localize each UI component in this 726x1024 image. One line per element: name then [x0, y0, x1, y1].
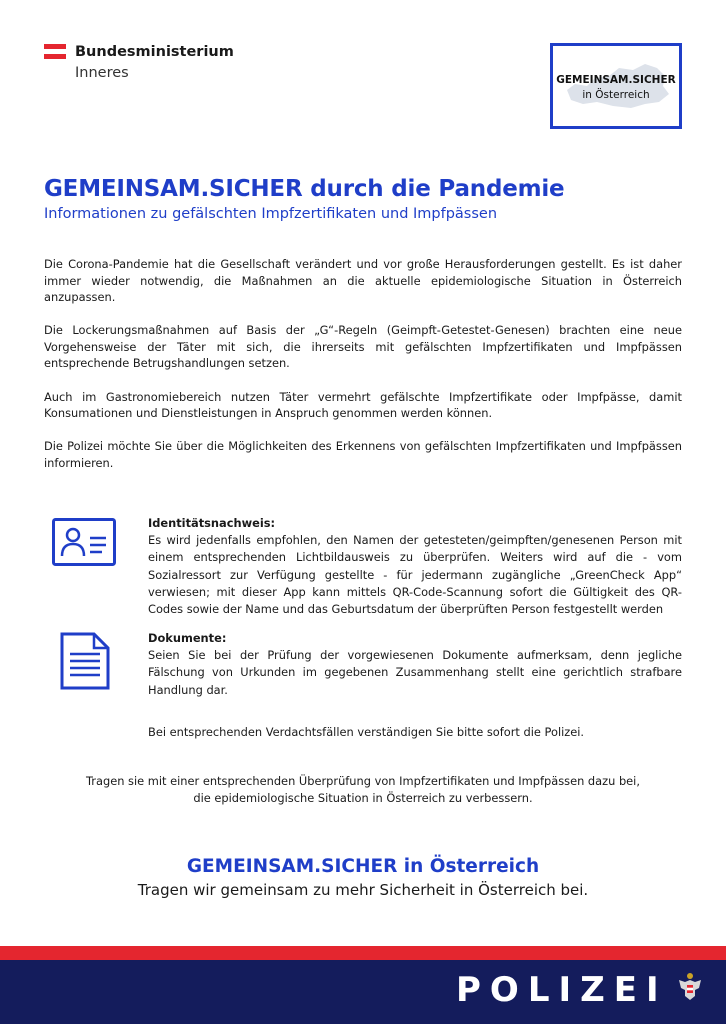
paragraph: Auch im Gastronomiebereich nutzen Täter vermehrt gefälschte Impfzertifikate oder Impfpässe, damit Konsumationen und Dienstleistungen in Anspruch genommen werden können. [44, 389, 682, 421]
page-title: GEMEINSAM.SICHER durch die Pandemie [44, 176, 565, 202]
footer-title: GEMEINSAM.SICHER in Österreich [186, 856, 540, 877]
documents-text: Seien Sie bei der Prüfung der vorgewiesenen Dokumente aufmerksam, denn jegliche Fälschung von Urkunden im gegebenen Zusammenhang stellt eine gerichtlich strafbare Handlung dar. [148, 648, 682, 697]
austria-map-icon [553, 46, 679, 126]
badge-subtitle: in Österreich [582, 89, 650, 101]
paragraph: Die Corona-Pandemie hat die Gesellschaft verändert und vor große Herausforderungen gestellt. Es ist daher immer wieder notwendig, die Maßnahmen an die aktuelle epidemiologische Situation in Österreich anzupassen. [44, 257, 682, 305]
ministry-name-line1: Bundesministerium [75, 44, 234, 60]
document-icon [60, 632, 110, 690]
closing-line-1: Tragen sie mit einer entsprechenden Überprüfung von Impfzertifikaten und Impfpässen dazu bei, [86, 774, 640, 788]
polizei-wordmark: POLIZEI [456, 970, 668, 1010]
identity-text: Es wird jedenfalls empfohlen, den Namen der getesteten/geimpften/genesenen Person mit einem entsprechenden Lichtbildausweis zu überprüfen. Weiters wird auf die - vom Sozialressort zur Verfügung gestellte - für jedermann zugängliche „GreenCheck App“ verwiesen; mit dieser App kann mittels QR-Code-Scannung sofort die Gültigkeit des QR-Codes sowie der Name und das Geburtsdatum der überprüften Person festgestellt werden [148, 533, 682, 617]
ministry-name-line2: Inneres [75, 65, 129, 81]
gemeinsam-sicher-badge [550, 43, 682, 129]
austria-flag-icon [44, 44, 66, 59]
footer-subtitle: Tragen wir gemeinsam zu mehr Sicherheit in Österreich bei. [137, 881, 589, 899]
badge-title: GEMEINSAM.SICHER [556, 74, 676, 86]
footer-bar [0, 960, 726, 1024]
paragraph: Die Polizei möchte Sie über die Möglichkeiten des Erkennens von gefälschten Impfzertifikaten und Impfpässen informieren. [44, 439, 682, 470]
eagle-emblem-icon [677, 972, 703, 1002]
red-stripe [0, 946, 726, 960]
intro-paragraphs [44, 256, 682, 488]
ministry-logo [44, 42, 234, 84]
closing-line-2: die epidemiologische Situation in Österreich zu verbessern. [193, 791, 533, 805]
identity-heading: Identitätsnachweis: [148, 516, 276, 530]
documents-heading: Dokumente: [148, 631, 227, 645]
identity-info [148, 515, 682, 618]
closing-text [44, 773, 682, 807]
documents-info [148, 630, 682, 699]
page-subtitle: Informationen zu gefälschten Impfzertifikaten und Impfpässen [44, 206, 498, 222]
police-notice: Bei entsprechenden Verdachtsfällen verständigen Sie bitte sofort die Polizei. [148, 725, 585, 739]
paragraph: Die Lockerungsmaßnahmen auf Basis der „G“-Regeln (Geimpft-Getestet-Genesen) brachten eine neue Vorgehensweise der Täter mit sich, die ihrerseits mit gefälschten Impfzertifikaten und Impfpässen entsprechende Betrugshandlungen setzen. [44, 323, 682, 371]
id-card-icon [52, 518, 116, 566]
